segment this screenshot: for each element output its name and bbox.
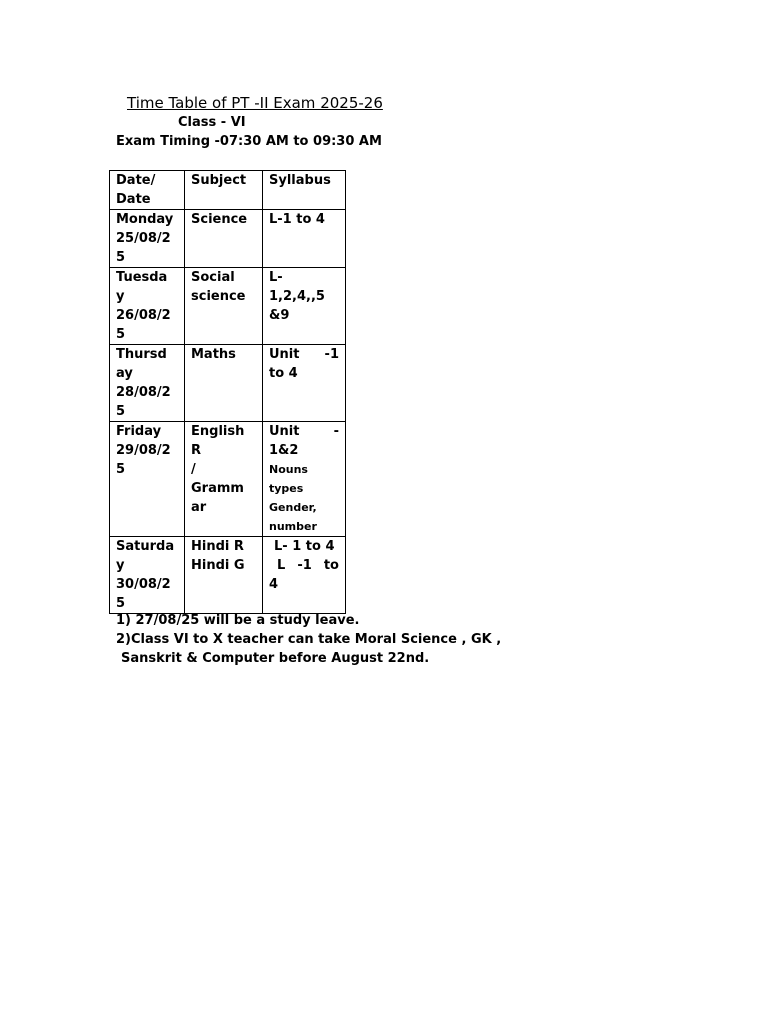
row-syllabus: L-1 to 4 [263,210,346,268]
row-subject: English R / Gramm ar [185,422,263,537]
row-syllabus: Unit -1 to 4 [263,345,346,422]
class-label: Class - VI [178,115,246,130]
exam-timing: Exam Timing -07:30 AM to 09:30 AM [116,134,382,149]
page-title: Time Table of PT -II Exam 2025-26 [127,94,383,112]
header-subject: Subject [185,171,263,210]
row-subject: Maths [185,345,263,422]
header-syllabus: Syllabus [263,171,346,210]
table-row [110,210,346,268]
row-date: Saturda y 30/08/2 5 [110,537,185,614]
row-subject: Science [185,210,263,268]
timetable [109,170,346,614]
row-date: Thursd ay 28/08/2 5 [110,345,185,422]
table-row [110,537,346,614]
note-study-leave: 1) 27/08/25 will be a study leave. [116,613,360,628]
table-header-row [110,171,346,210]
row-syllabus: L- 1,2,4,,5 &9 [263,268,346,345]
row-date: Tuesda y 26/08/2 5 [110,268,185,345]
row-syllabus: Unit - 1&2 Nouns types Gender, number [263,422,346,537]
row-subject: Hindi R Hindi G [185,537,263,614]
row-date: Friday 29/08/2 5 [110,422,185,537]
table-row [110,422,346,537]
note-extra-subjects: 2)Class VI to X teacher can take Moral Science , GK , [116,632,502,647]
table-row [110,345,346,422]
row-subject: Social science [185,268,263,345]
row-syllabus: L- 1 to 4 L -1 to 4 [263,537,346,614]
note-extra-subjects-cont: Sanskrit & Computer before August 22nd. [121,651,430,666]
table-row [110,268,346,345]
row-date: Monday 25/08/2 5 [110,210,185,268]
header-date: Date/ Date [110,171,185,210]
